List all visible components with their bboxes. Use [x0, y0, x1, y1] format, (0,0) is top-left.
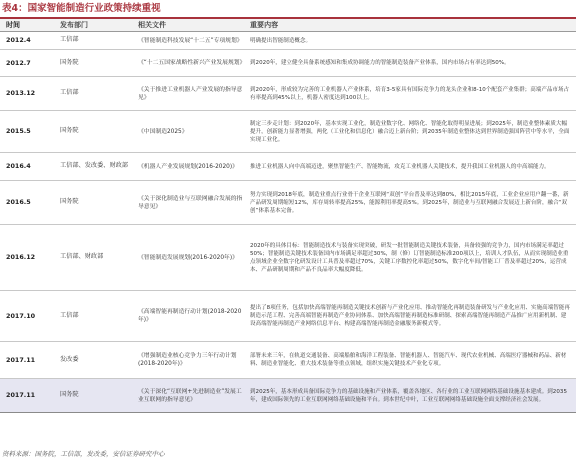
- row-dept: 工信部、财政部: [60, 253, 104, 261]
- row-dept: 工信部、发改委、财政部: [60, 162, 129, 170]
- row-content: 明确提出智能制造概念。: [250, 37, 312, 44]
- row-date: 2015.5: [6, 127, 31, 136]
- row-file: 《高端智能再制造行动计划(2018-2020年)》: [138, 309, 242, 323]
- row-dept: 国务院: [60, 127, 79, 135]
- row-dept: 国务院: [60, 58, 79, 66]
- table-header: [0, 19, 576, 32]
- table-row: [0, 342, 576, 379]
- table-row: [0, 225, 576, 291]
- table-row: [0, 50, 576, 77]
- row-date: 2017.10: [6, 311, 36, 320]
- row-file: 《“十二五国家战略性新兴产业发展规划》: [138, 60, 246, 66]
- table-row: [0, 379, 576, 413]
- header-file: 相关文件: [138, 21, 166, 29]
- table-row: [0, 32, 576, 50]
- row-content: 努力实现到2018年底，制造业重点行业骨干企业互联网“双创”平台普及率达到80%，相比2015年底，工业企业应用户翻一番，新产品研发周期缩短12%，库存周转率提高25%，能源利用率提高5%。到2025年，制造业与互联网融合发展迈上新台阶，融合“双创”体系基本完备。: [250, 191, 569, 214]
- row-dept: 工信部: [60, 89, 79, 97]
- table-title: 表4：国家智能制造行业政策持续重视: [2, 3, 161, 14]
- row-date: 2012.4: [6, 36, 31, 45]
- row-content: 制定三步走计划：到2020年，基本实现工业化，制造业数字化、网络化、智能化取得明显进展；到2025年，制造业整体素质大幅提升，创新能力显著增强，两化（工业化和信息化）融合迈上新台阶；到2035年制造业整体达到世界制造强国阵营中等水平，全面实现工业化。: [250, 120, 570, 143]
- table-row: [0, 77, 576, 111]
- row-dept: 工信部: [60, 311, 79, 319]
- row-content: 部署未来三年，在轨道交通装备、高端船舶和海洋工程装备、智能机器人、智能汽车、现代农业机械、高端医疗器械和药品、新材料、制造业智能化、重大技术装备等重点领域，组织实施关键技术产业化专项。: [250, 353, 567, 367]
- table-row: [0, 111, 576, 153]
- row-content: 2020年的具体目标：智能制造技术与装备实现突破，研发一批智能制造关键技术装备，具备较强的竞争力，国内市场满足率超过50%；智能制造关键技术装备国内市场满足率超过30%，制（修）订智能制造标准200项以上，培训人才队伍，从而实现制造业重点领域企业全数字化研发设计工具普及率超过70%，关键工序数控化率超过50%，数字化车间/智能工厂普及率超过20%，运营成本、产品研制周期和产品不良品率大幅度降低。: [250, 242, 569, 273]
- table-row: [0, 291, 576, 342]
- row-file: 《智能制造科技发展“十二五”专项规划》: [138, 37, 243, 44]
- row-date: 2017.11: [6, 391, 36, 400]
- row-date: 2013.12: [6, 89, 36, 98]
- row-content: 到2020年，形成较为完善的工业机器人产业体系，培育3-5家具有国际竞争力的龙头企业和8-10个配套产业集群；高端产品市场占有率提高到45%以上，机器人密度达到100以上。: [250, 86, 570, 101]
- row-dept: 发改委: [60, 355, 79, 363]
- row-date: 2012.7: [6, 58, 31, 67]
- table-row: [0, 181, 576, 225]
- row-file: 《增强制造业核心竞争力三年行动计划(2018-2020年)》: [138, 353, 237, 367]
- row-content: 到2025年，基本形成具备国际竞争力的基础设施和产业体系，覆盖各地区、各行业的工业互联网网络基础设施基本建成。到2035年，建成国际领先的工业互联网网络基础设施和平台。到本世纪中叶，工业互联网网络基础设施全面支撑经济社会发展。: [250, 388, 567, 403]
- row-date: 2016.12: [6, 253, 36, 262]
- row-file: 《关于推进工业机器人产业发展的指导意见》: [138, 86, 243, 101]
- source-note: 资料来源：国务院，工信部，发改委，安信证券研究中心: [2, 450, 165, 458]
- row-dept: 国务院: [60, 198, 79, 206]
- row-file: 《中国制造2025》: [138, 128, 188, 135]
- row-file: 《机器人产业发展规划(2016-2020)》: [138, 163, 238, 170]
- row-file: 《智能制造发展规划(2016-2020年)》: [138, 254, 238, 261]
- row-file: 《关于深化“互联网+先进制造业”发展工业互联网的指导意见》: [138, 388, 242, 403]
- row-dept: 工信部: [60, 36, 79, 44]
- row-date: 2016.5: [6, 198, 31, 207]
- row-date: 2017.11: [6, 355, 36, 364]
- row-date: 2016.4: [6, 162, 31, 171]
- header-dept: 发布部门: [60, 21, 88, 29]
- row-dept: 国务院: [60, 391, 79, 399]
- row-content: 提出了8项任务，包括加快高端智能再制造关键技术创新与产业化应用、推动智能化再制造装备研发与产业化应用、实施高端智能再制造示范工程、完善高端智能再制造产业协同体系、加快高端智能再制造标准研制、探索高端智能再制造产品推广应用新机制、建设高端智能再制造产业网络信息平台、构建高端智能再制造金融服务新模式等。: [250, 305, 570, 327]
- header-content: 重要内容: [250, 21, 279, 29]
- table-row: [0, 153, 576, 181]
- row-file: 《关于深化制造业与互联网融合发展的指导意见》: [138, 195, 243, 210]
- row-content: 推进工业机器人向中高端迈进，聚焦智能生产、智能物流，攻克工业机器人关键技术，提升我国工业机器人的中高端能力。: [250, 163, 550, 170]
- row-content: 到2020年，建立健全具备系统感知和集成协调能力的智能制造装备产业体系，国内市场占有率达到50%。: [250, 60, 510, 66]
- header-date: 时间: [6, 21, 20, 29]
